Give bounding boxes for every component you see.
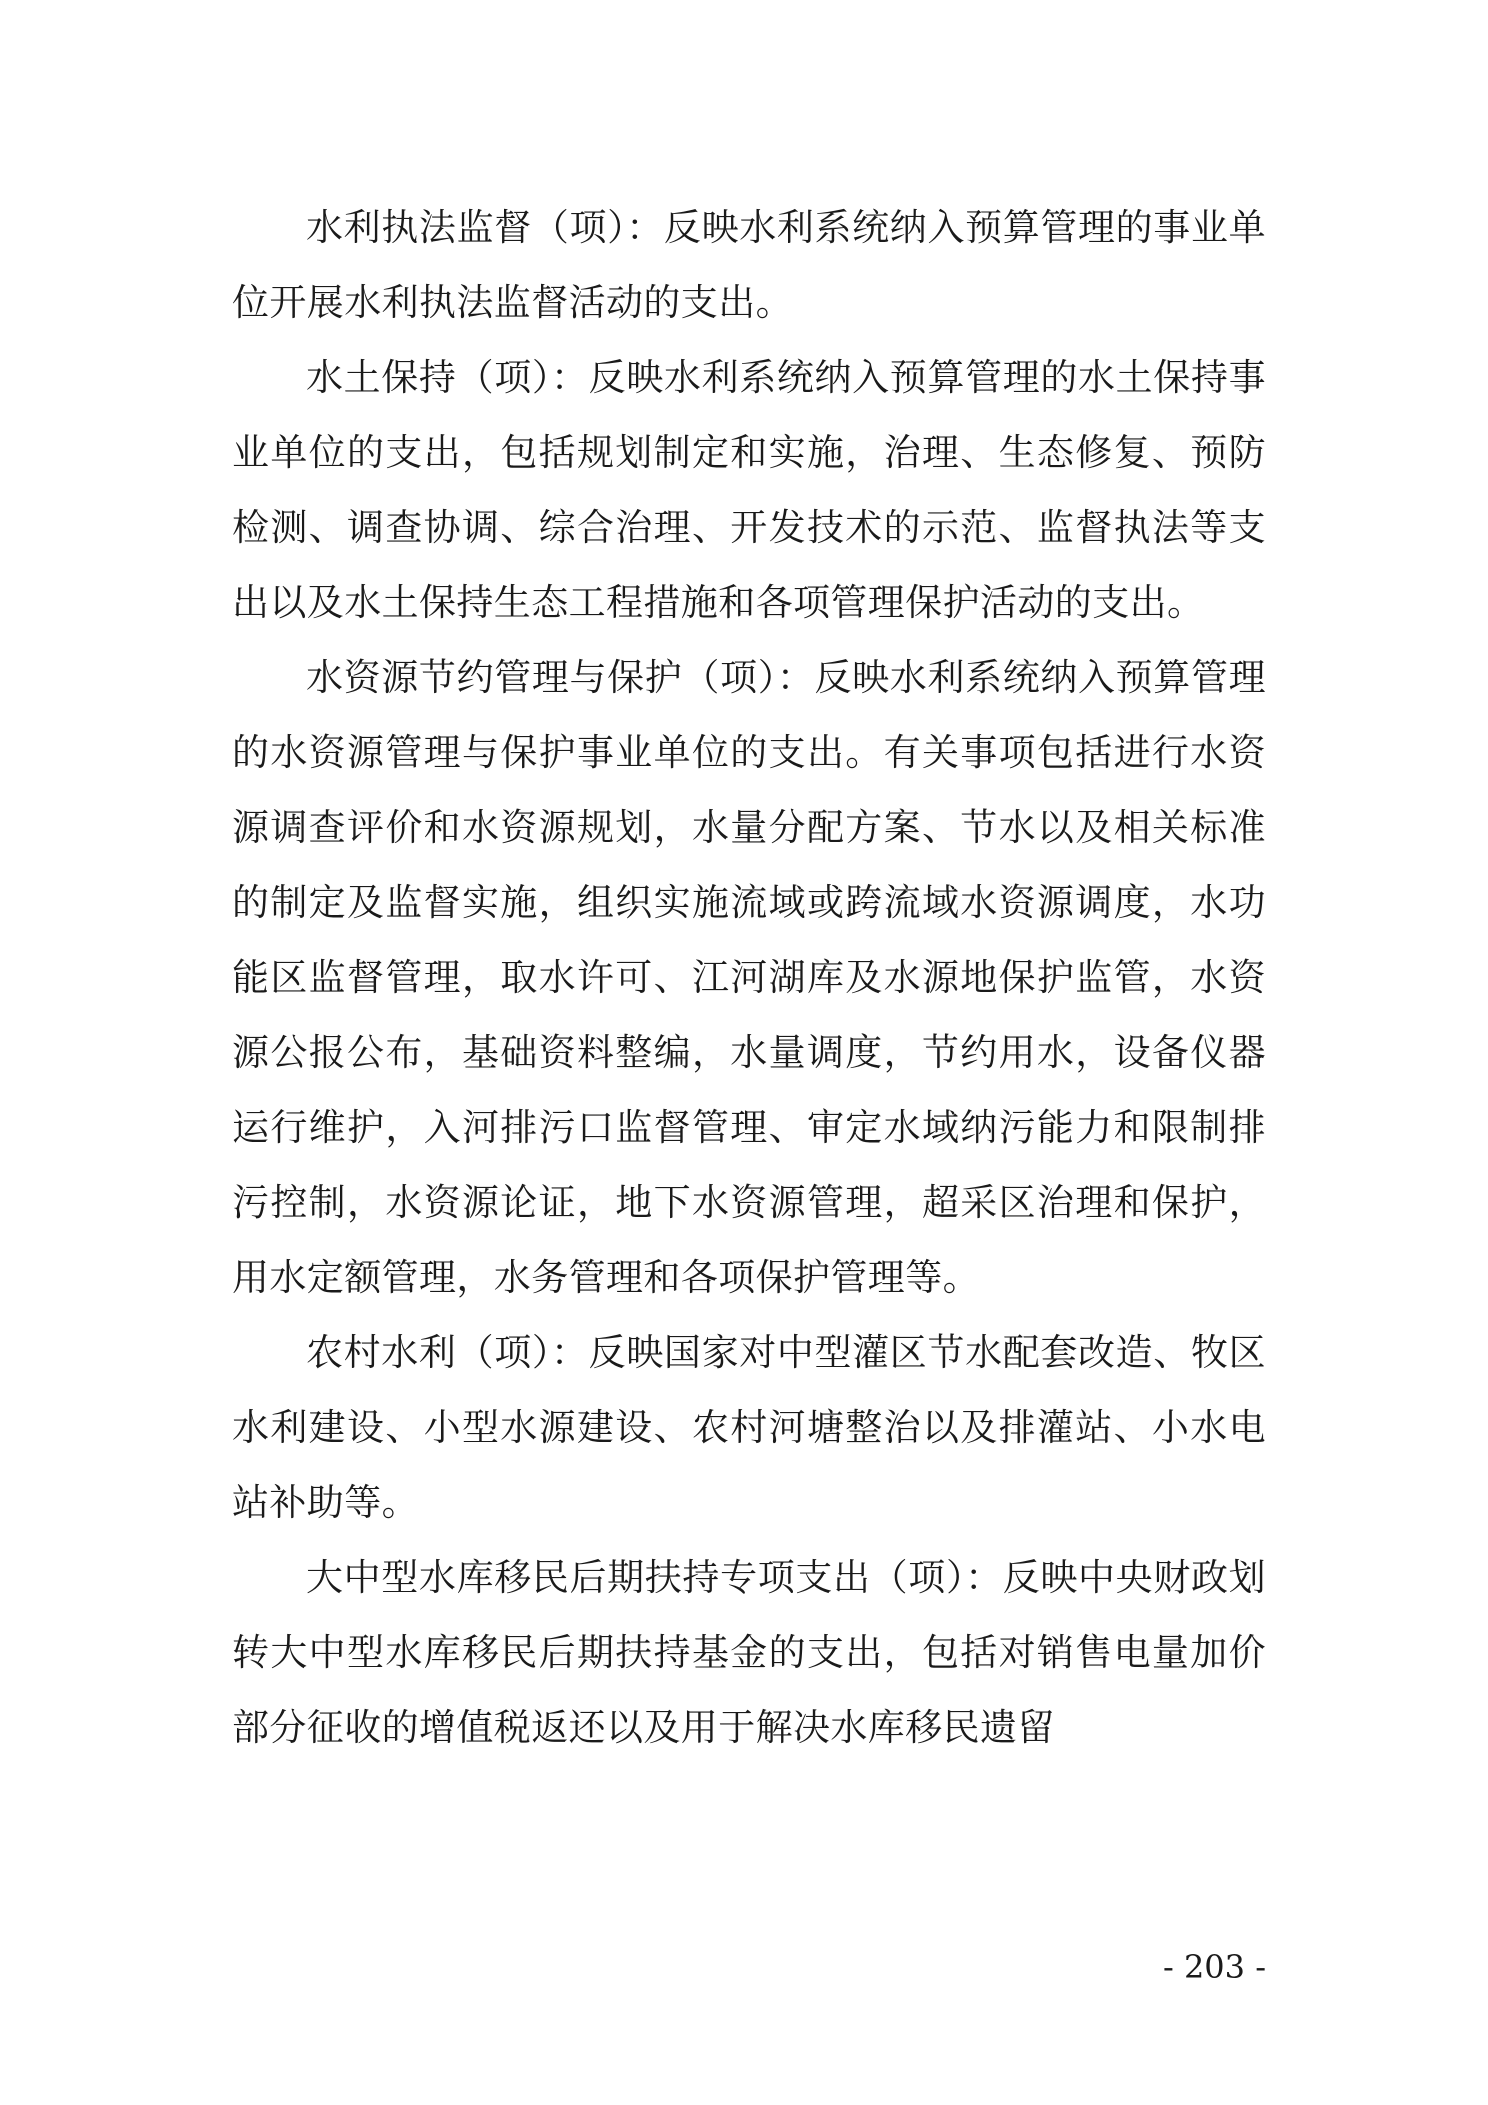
paragraph-water-resource-management: 水资源节约管理与保护（项）：反映水利系统纳入预算管理的水资源管理与保护事业单位的支出。有关事项包括进行水资源调查评价和水资源规划，水量分配方案、节水以及相关标准的制定及监督实施，组织实施流域或跨流域水资源调度，水功能区监督管理，取水许可、江河湖库及水源地保护监管，水资源公报公布，基础资料整编，水量调度，节约用水，设备仪器运行维护，入河排污口监督管理、审定水域纳污能力和限制排污控制，水资源论证，地下水资源管理，超采区治理和保护，用水定额管理，水务管理和各项保护管理等。 <box>232 656 1266 1299</box>
body-text <box>232 190 1266 1765</box>
paragraph-rural-water: 农村水利（项）：反映国家对中型灌区节水配套改造、牧区水利建设、小型水源建设、农村河塘整治以及排灌站、小水电站补助等。 <box>232 1331 1266 1524</box>
paragraph-water-law-enforcement: 水利执法监督（项）：反映水利系统纳入预算管理的事业单位开展水利执法监督活动的支出。 <box>232 206 1266 324</box>
paragraph-reservoir-resettlement: 大中型水库移民后期扶持专项支出（项）：反映中央财政划转大中型水库移民后期扶持基金的支出，包括对销售电量加价部分征收的增值税返还以及用于解决水库移民遗留 <box>232 1556 1266 1749</box>
paragraph-soil-conservation: 水土保持（项）：反映水利系统纳入预算管理的水土保持事业单位的支出，包括规划制定和实施，治理、生态修复、预防检测、调查协调、综合治理、开发技术的示范、监督执法等支出以及水土保持生态工程措施和各项管理保护活动的支出。 <box>232 356 1266 624</box>
page-number: - 203 - <box>1162 1948 1266 1986</box>
